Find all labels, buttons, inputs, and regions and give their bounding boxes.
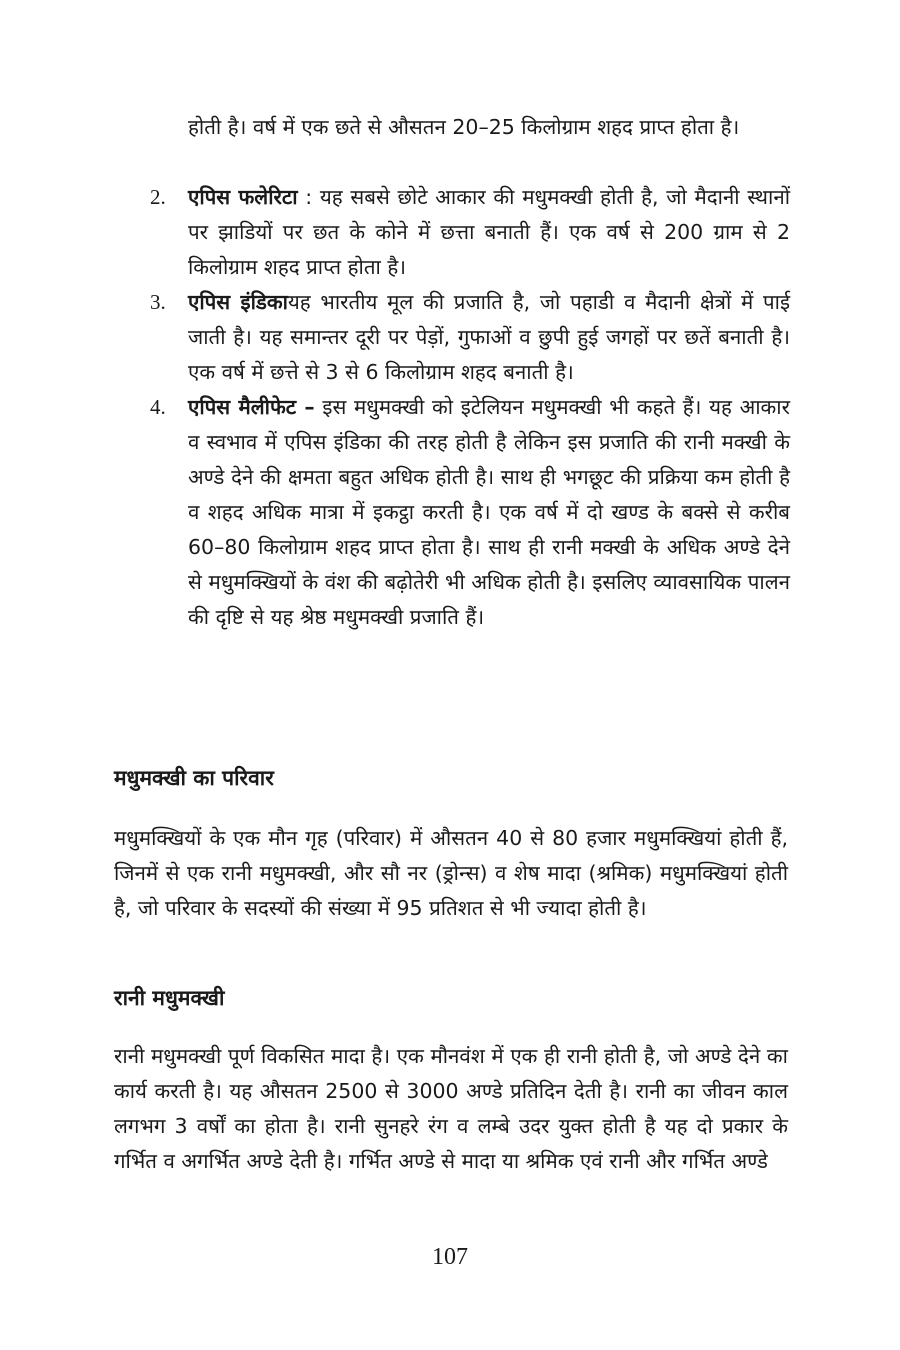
section-heading-queen: रानी मधुमक्खी (114, 986, 225, 1010)
list-item (150, 180, 790, 285)
list-item-number: 2. (150, 185, 166, 209)
list-item-number: 3. (150, 290, 166, 314)
section-heading-family: मधुमक्खी का परिवार (114, 766, 274, 790)
section-paragraph-family: मधुमक्खियों के एक मौन गृह (परिवार) में औसतन 40 से 80 हजार मधुमक्खियां होती हैं, जिनमें से एक रानी मधुमक्खी, और सौ नर (ड्रोन्स) व शेष मादा (श्रमिक) मधुमक्खियां होती है, जो परिवार के सदस्यों की संख्या में 95 प्रतिशत से भी ज्यादा होती है। (114, 826, 788, 920)
page-number: 107 (432, 1244, 468, 1270)
list-item (150, 285, 790, 390)
list-item-text: : यह सबसे छोटे आकार की मधुमक्खी होती है, जो मैदानी स्थानों पर झाडियों पर छत के कोने में छत्ता बनाती हैं। एक वर्ष से 200 ग्राम से 2 किलोग्राम शहद प्राप्त होता है। (188, 185, 791, 279)
intro-paragraph: होती है। वर्ष में एक छते से औसतन 20–25 किलोग्राम शहद प्राप्त होता है। (188, 115, 740, 139)
list-item (150, 390, 790, 635)
list-item-term: एपिस मैलीफेट – (188, 395, 315, 419)
list-item-number: 4. (150, 395, 166, 419)
list-item-term: एपिस इंडिका (188, 290, 288, 314)
section-paragraph-queen: रानी मधुमक्खी पूर्ण विकसित मादा है। एक मौनवंश में एक ही रानी होती है, जो अण्डे देने का कार्य करती है। यह औसतन 2500 से 3000 अण्डे प्रतिदिन देती है। रानी का जीवन काल लगभग 3 वर्षों का होता है। रानी सुनहरे रंग व लम्बे उदर युक्त होती है यह दो प्रकार के गर्भित व अगर्भित अण्डे देती है। गर्भित अण्डे से मादा या श्रमिक एवं रानी और गर्भित अण्डे (114, 1044, 788, 1173)
list-item-term: एपिस फलेरिटा (188, 185, 298, 209)
list-item-text: यह भारतीय मूल की प्रजाति है, जो पहाडी व मैदानी क्षेत्रों में पाई जाती है। यह समान्तर दूरी पर पेड़ों, गुफाओं व छुपी हुई जगहों पर छतें बनाती है। एक वर्ष में छत्ते से 3 से 6 किलोग्राम शहद बनाती है। (188, 290, 791, 384)
list-item-text: इस मधुमक्खी को इटेलियन मधुमक्खी भी कहते हैं। यह आकार व स्वभाव में एपिस इंडिका की तरह होती है लेकिन इस प्रजाति की रानी मक्खी के अण्डे देने की क्षमता बहुत अधिक होती है। साथ ही भगछूट की प्रक्रिया कम होती है व शहद अधिक मात्रा में इकट्ठा करती है। एक वर्ष में दो खण्ड के बक्से से करीब 60–80 किलोग्राम शहद प्राप्त होता है। साथ ही रानी मक्खी के अधिक अण्डे देने से मधुमक्खियों के वंश की बढ़ोतेरी भी अधिक होती है। इसलिए व्यावसायिक पालन की दृष्टि से यह श्रेष्ठ मधुमक्खी प्रजाति हैं। (188, 395, 790, 629)
species-list (150, 180, 790, 635)
